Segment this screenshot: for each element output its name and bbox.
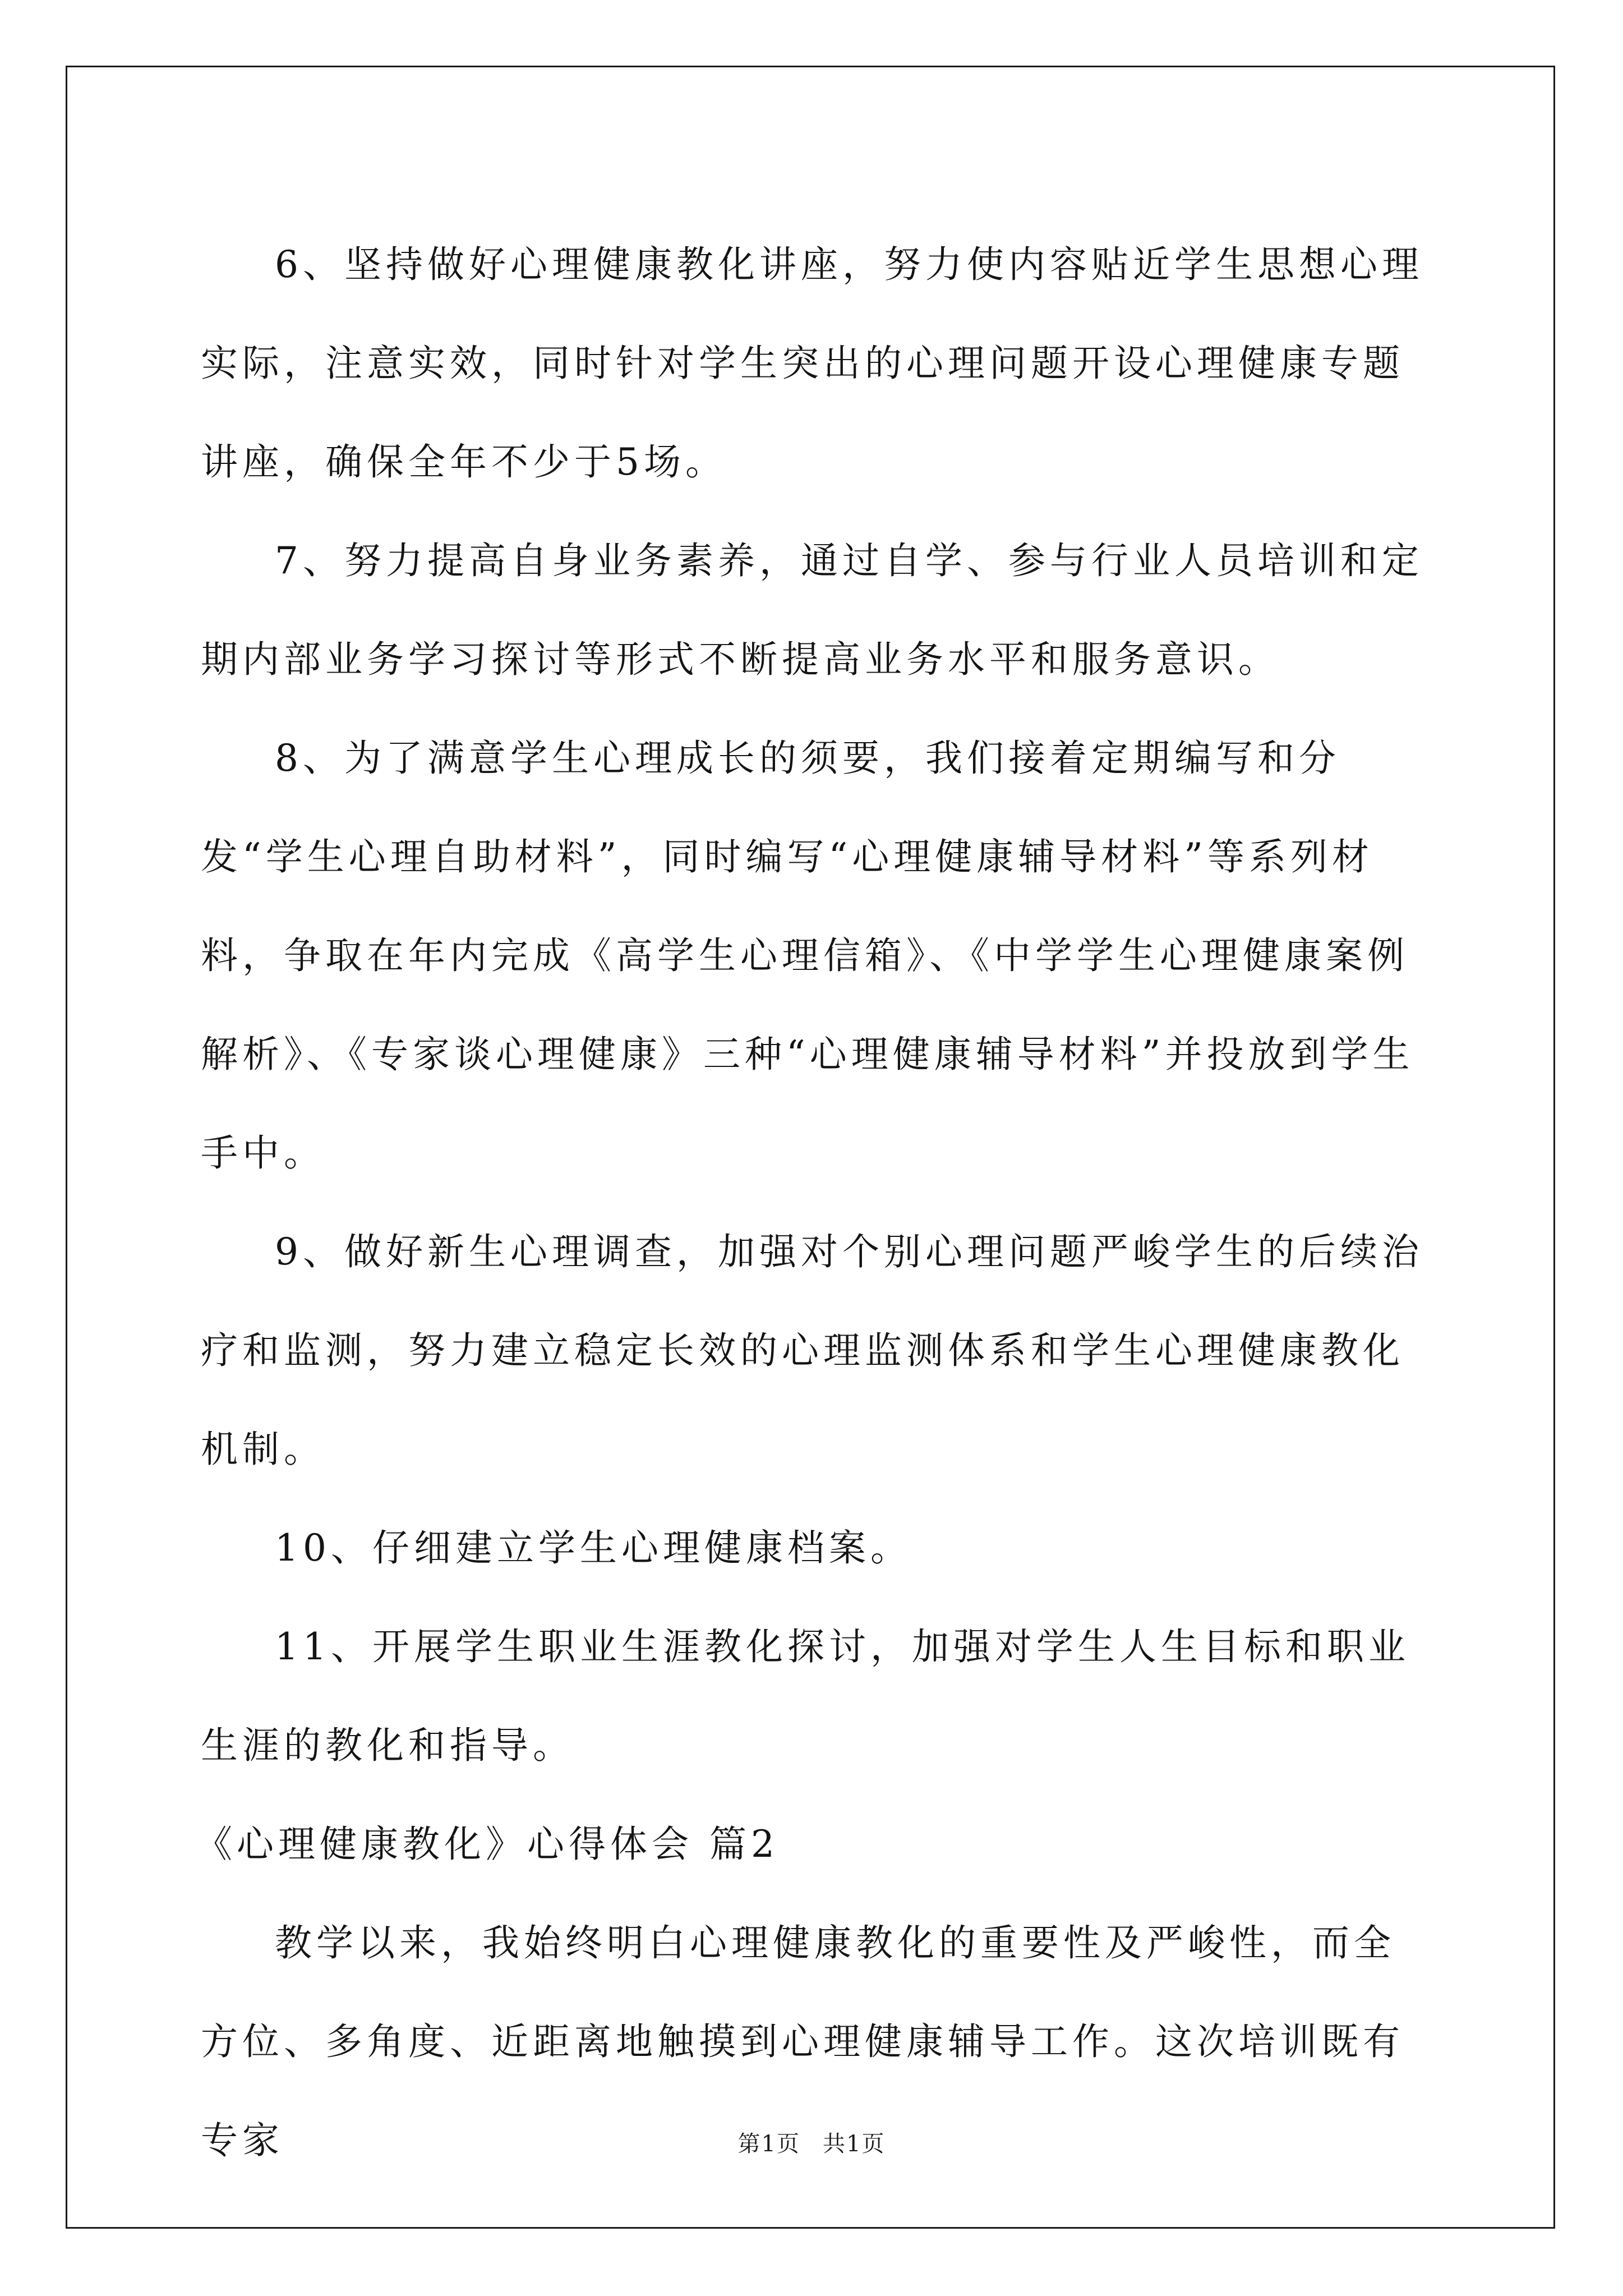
section-heading: 《心理健康教化》心得体会 篇2 [195,1823,779,1866]
page-total: 共1页 [823,2131,886,2157]
section-paragraph: 教学以来，我始终明白心理健康教化的重要性及严峻性，而全方位、多角度、近距离地触摸到心理健康辅导工作。这次培训既有专家 [201,1921,1404,2162]
paragraph-item-9: 9、做好新生心理调查，加强对个别心理问题严峻学生的后续治疗和监测，努力建立稳定长效的心理监测体系和学生心理健康教化机制。 [201,1230,1423,1471]
page-number: 第1页 [737,2131,800,2157]
paragraph-item-6: 6、坚持做好心理健康教化讲座，努力使内容贴近学生思想心理实际，注意实效，同时针对学生突出的心理问题开设心理健康专题讲座，确保全年不少于5场。 [201,243,1423,484]
document-body [195,215,1435,2190]
paragraph-item-7: 7、努力提高自身业务素养，通过自学、参与行业人员培训和定期内部业务学习探讨等形式不断提高业务水平和服务意识。 [201,539,1423,681]
paragraph-item-10: 10、仔细建立学生心理健康档案。 [275,1526,912,1570]
paragraph-item-8: 8、为了满意学生心理成长的须要，我们接着定期编写和分发“学生心理自助材料”，同时编写“心理健康辅导材料”等系列材料，争取在年内完成《高学生心理信箱》、《中学学生心理健康案例解析》、《专家谈心理健康》三种“心理健康辅导材料”并投放到学生手中。 [201,737,1414,1175]
page-footer [0,2126,1623,2158]
paragraph-item-11: 11、开展学生职业生涯教化探讨，加强对学生人生目标和职业生涯的教化和指导。 [201,1625,1410,1767]
